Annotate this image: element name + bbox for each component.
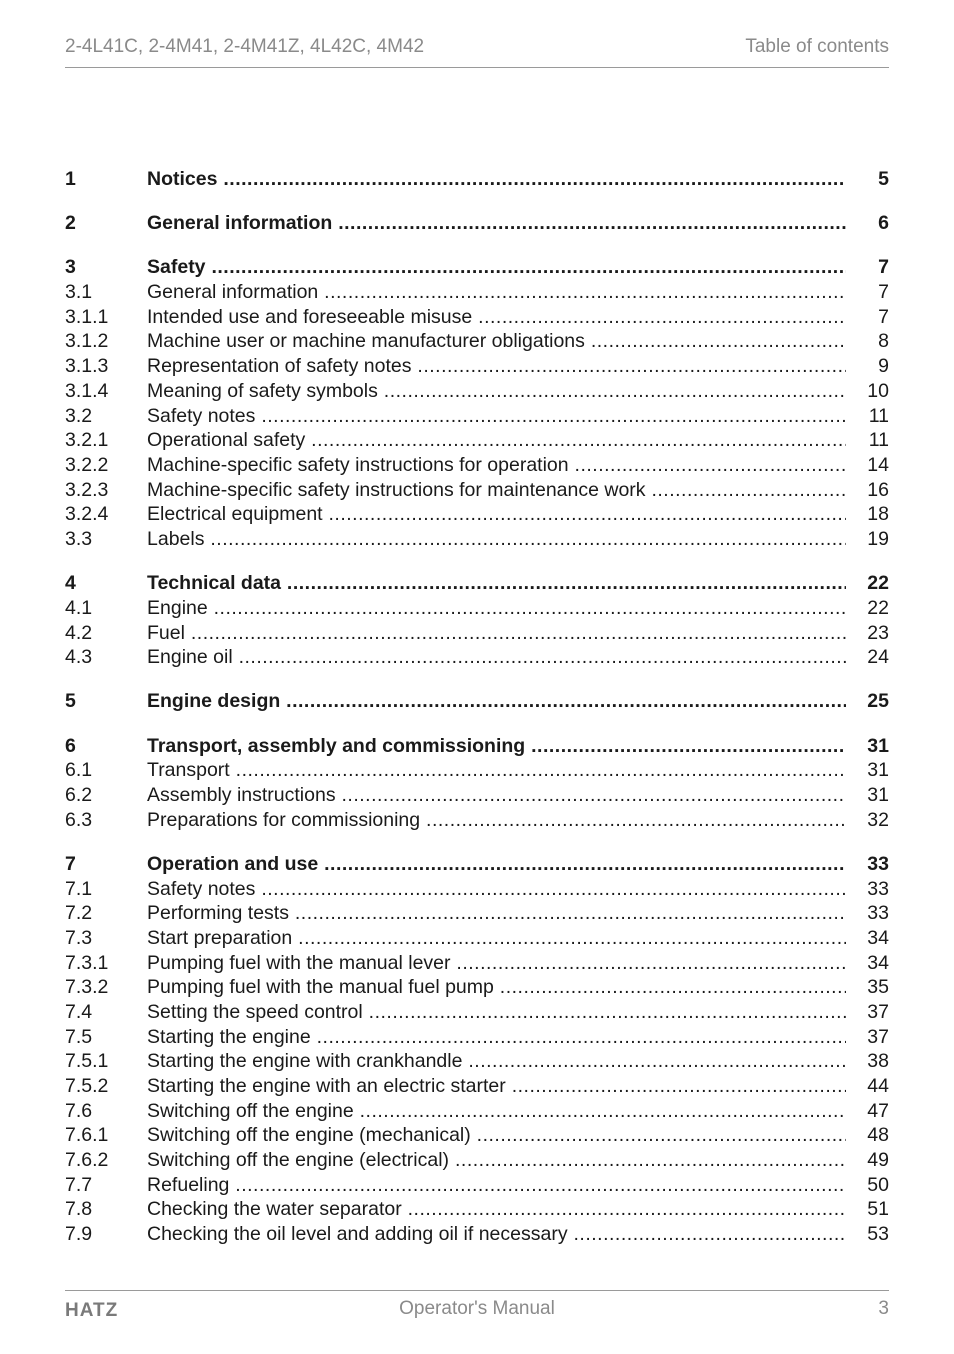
toc-entry-number: 1 <box>65 168 76 190</box>
hatz-logo: HATZ <box>65 1300 119 1321</box>
toc-entry-page: 51 <box>867 1198 889 1221</box>
toc-entry-number: 3.3 <box>65 527 93 550</box>
toc-entry-number: 3.1.3 <box>65 355 109 378</box>
toc-entry-number: 7.4 <box>65 1000 93 1023</box>
toc-entry-number: 7.2 <box>65 902 93 925</box>
toc-entry-number: 7.3.1 <box>65 951 109 974</box>
toc-entry-page: 47 <box>867 1099 889 1122</box>
toc-entry-title[interactable]: Switching off the engine (electrical) ..... <box>147 1148 846 1173</box>
toc-entry-number: 3.2.4 <box>65 503 109 526</box>
toc-entry-title[interactable]: Switching off the engine ..... <box>147 1099 846 1124</box>
toc-entry-page: 18 <box>867 503 889 526</box>
toc-entry-title[interactable]: Meaning of safety symbols ..... <box>147 379 846 404</box>
toc-entry-title[interactable]: Pumping fuel with the manual fuel pump ..... <box>147 975 846 1000</box>
toc-entry-page: 16 <box>867 478 889 501</box>
toc-entry-title[interactable]: Representation of safety notes ..... <box>147 354 846 379</box>
toc-entry-title[interactable]: Machine-specific safety instructions for maintenance work ..... <box>147 478 846 503</box>
toc-entry-title[interactable]: Preparations for commissioning ..... <box>147 808 846 833</box>
toc-entry[interactable] <box>65 1173 889 1198</box>
toc-entry-number: 4.2 <box>65 621 93 644</box>
toc-entry-title[interactable]: Electrical equipment ..... <box>147 502 846 527</box>
toc-entry-number: 6.2 <box>65 783 93 806</box>
toc-entry-page: 6 <box>878 212 889 235</box>
toc-entry-title[interactable]: Refueling ..... <box>147 1173 846 1198</box>
toc-entry-title[interactable]: Machine-specific safety instructions for operation ..... <box>147 453 846 478</box>
toc-entry-page: 48 <box>867 1124 889 1147</box>
toc-entry-page: 37 <box>867 1025 889 1048</box>
toc-entry-number: 4.1 <box>65 596 93 619</box>
toc-entry-title[interactable]: Safety notes ..... <box>147 877 846 902</box>
toc-entry[interactable] <box>65 1049 889 1074</box>
page-footer <box>65 1290 889 1331</box>
toc-entry-title[interactable]: Fuel ..... <box>147 621 846 646</box>
toc-entry[interactable] <box>65 379 889 404</box>
toc-entry-page: 33 <box>867 902 889 925</box>
toc-entry-number: 7.9 <box>65 1223 93 1246</box>
toc-entry[interactable] <box>65 478 889 503</box>
footer-document-title: Operator's Manual <box>399 1298 555 1319</box>
toc-entry-number: 4.3 <box>65 646 93 669</box>
toc-entry-number: 7.8 <box>65 1198 93 1221</box>
toc-entry[interactable] <box>65 211 889 236</box>
toc-entry[interactable] <box>65 808 889 833</box>
toc-entry[interactable] <box>65 453 889 478</box>
toc-entry[interactable] <box>65 783 889 808</box>
toc-entry-number: 3.1 <box>65 281 93 304</box>
toc-entry-title[interactable]: Safety notes ..... <box>147 404 846 429</box>
toc-entry-page: 53 <box>867 1223 889 1246</box>
toc-entry-page: 7 <box>878 305 889 328</box>
toc-entry-number: 6.1 <box>65 759 93 782</box>
page-header <box>65 36 889 68</box>
toc-entry[interactable] <box>65 901 889 926</box>
toc-entry[interactable] <box>65 502 889 527</box>
toc-entry-page: 23 <box>867 621 889 644</box>
toc-entry[interactable] <box>65 621 889 646</box>
toc-entry-page: 5 <box>878 168 889 190</box>
toc-entry-number: 3.1.4 <box>65 379 109 402</box>
toc-entry-title[interactable]: Setting the speed control ..... <box>147 1000 846 1025</box>
toc-entry-number: 7.6.2 <box>65 1149 109 1172</box>
toc-entry-page: 24 <box>867 646 889 669</box>
toc-entry-title[interactable]: Engine design ..... <box>147 689 846 714</box>
toc-entry[interactable] <box>65 975 889 1000</box>
toc-entry[interactable] <box>65 571 889 596</box>
toc-entry-title[interactable]: Intended use and foreseeable misuse ..... <box>147 305 846 330</box>
toc-entry-number: 7.5 <box>65 1025 93 1048</box>
table-of-contents <box>65 167 889 1247</box>
toc-entry-page: 10 <box>867 379 889 402</box>
toc-entry[interactable] <box>65 1222 889 1247</box>
toc-entry-page: 38 <box>867 1050 889 1073</box>
toc-entry-title[interactable]: Assembly instructions ..... <box>147 783 846 808</box>
toc-entry-title[interactable]: Transport ..... <box>147 758 846 783</box>
toc-entry-title[interactable]: Switching off the engine (mechanical) ..... <box>147 1123 846 1148</box>
toc-entry-page: 34 <box>867 951 889 974</box>
toc-entry-number: 5 <box>65 690 76 713</box>
toc-entry-title[interactable]: Starting the engine with an electric starter ..... <box>147 1074 846 1099</box>
toc-entry[interactable] <box>65 280 889 305</box>
toc-entry-number: 7 <box>65 852 76 875</box>
toc-entry[interactable] <box>65 1197 889 1222</box>
toc-entry[interactable] <box>65 689 889 714</box>
toc-entry[interactable] <box>65 527 889 552</box>
toc-entry[interactable] <box>65 1074 889 1099</box>
toc-entry-title[interactable]: Labels ..... <box>147 527 846 552</box>
toc-entry-page: 7 <box>878 256 889 279</box>
toc-entry-page: 33 <box>867 852 889 875</box>
toc-entry-title[interactable]: Notices ..... <box>147 167 846 192</box>
toc-entry-title[interactable]: Engine oil ..... <box>147 645 846 670</box>
toc-entry-page: 49 <box>867 1149 889 1172</box>
toc-entry[interactable] <box>65 354 889 379</box>
toc-entry-title[interactable]: Machine user or machine manufacturer obligations ..... <box>147 329 846 354</box>
toc-entry-title[interactable]: Checking the water separator ..... <box>147 1197 846 1222</box>
toc-entry-title[interactable]: Pumping fuel with the manual lever ..... <box>147 951 846 976</box>
toc-entry-title[interactable]: Checking the oil level and adding oil if necessary ..... <box>147 1222 846 1247</box>
toc-entry-page: 22 <box>867 572 889 595</box>
toc-entry-title[interactable]: Operational safety ..... <box>147 428 846 453</box>
header-section-title: Table of contents <box>745 36 889 57</box>
toc-entry[interactable] <box>65 167 889 192</box>
toc-entry-number: 6.3 <box>65 808 93 831</box>
toc-entry-page: 31 <box>867 759 889 782</box>
toc-entry-number: 4 <box>65 572 76 595</box>
toc-entry-page: 11 <box>868 429 889 452</box>
toc-entry-number: 3.1.2 <box>65 330 109 353</box>
toc-entry-number: 7.6 <box>65 1099 93 1122</box>
toc-entry-title[interactable]: Performing tests ..... <box>147 901 846 926</box>
toc-entry-page: 34 <box>867 926 889 949</box>
toc-entry-page: 25 <box>867 690 889 713</box>
toc-entry-page: 32 <box>867 808 889 831</box>
toc-entry[interactable] <box>65 852 889 877</box>
header-model-list: 2-4L41C, 2-4M41, 2-4M41Z, 4L42C, 4M42 <box>65 36 425 57</box>
toc-entry-number: 7.3 <box>65 926 93 949</box>
toc-entry-page: 31 <box>867 783 889 806</box>
toc-entry[interactable] <box>65 1025 889 1050</box>
toc-entry-page: 9 <box>878 355 889 378</box>
toc-entry-number: 6 <box>65 734 76 757</box>
toc-entry-page: 11 <box>868 404 889 427</box>
toc-entry[interactable] <box>65 951 889 976</box>
toc-entry-title[interactable]: Starting the engine ..... <box>147 1025 846 1050</box>
toc-entry[interactable] <box>65 1148 889 1173</box>
toc-entry-page: 19 <box>867 527 889 550</box>
toc-entry-number: 7.5.2 <box>65 1075 109 1097</box>
toc-entry[interactable] <box>65 926 889 951</box>
toc-entry-title[interactable]: General information ..... <box>147 280 846 305</box>
toc-entry-title[interactable]: Start preparation ..... <box>147 926 846 951</box>
toc-entry-page: 44 <box>867 1075 889 1097</box>
toc-entry-page: 14 <box>867 453 889 476</box>
toc-entry[interactable] <box>65 404 889 429</box>
toc-entry-title[interactable]: Technical data ..... <box>147 571 846 596</box>
toc-entry[interactable] <box>65 305 889 330</box>
toc-entry[interactable] <box>65 1123 889 1148</box>
toc-entry-number: 3.2.3 <box>65 478 109 501</box>
toc-entry[interactable] <box>65 645 889 670</box>
toc-entry-title[interactable]: General information ..... <box>147 211 846 236</box>
toc-entry-number: 3 <box>65 256 76 279</box>
toc-entry-page: 31 <box>867 734 889 757</box>
toc-entry-number: 3.2.2 <box>65 453 109 476</box>
toc-entry-number: 7.1 <box>65 877 93 900</box>
toc-entry-page: 33 <box>867 877 889 900</box>
toc-entry-title[interactable]: Safety ..... <box>147 255 846 280</box>
toc-entry-number: 7.3.2 <box>65 976 109 999</box>
toc-entry-number: 3.1.1 <box>65 305 109 328</box>
toc-entry[interactable] <box>65 255 889 280</box>
toc-entry-title[interactable]: Starting the engine with crankhandle ..... <box>147 1049 846 1074</box>
toc-entry-number: 7.6.1 <box>65 1124 109 1147</box>
toc-entry-title[interactable]: Operation and use ..... <box>147 852 846 877</box>
page-number: 3 <box>878 1298 889 1319</box>
toc-entry[interactable] <box>65 329 889 354</box>
toc-entry-page: 22 <box>867 596 889 619</box>
toc-entry-title[interactable]: Transport, assembly and commissioning ..... <box>147 734 846 759</box>
toc-entry-number: 3.2 <box>65 404 93 427</box>
toc-entry-title[interactable]: Engine ..... <box>147 596 846 621</box>
toc-entry[interactable] <box>65 734 889 759</box>
toc-entry[interactable] <box>65 428 889 453</box>
toc-entry[interactable] <box>65 1000 889 1025</box>
toc-entry-page: 35 <box>867 976 889 999</box>
toc-entry-number: 2 <box>65 212 76 235</box>
toc-entry-page: 37 <box>867 1000 889 1023</box>
toc-entry-number: 7.7 <box>65 1173 93 1196</box>
toc-entry[interactable] <box>65 1099 889 1124</box>
toc-entry-number: 7.5.1 <box>65 1050 109 1073</box>
toc-entry[interactable] <box>65 596 889 621</box>
toc-entry[interactable] <box>65 758 889 783</box>
toc-entry-page: 7 <box>878 281 889 304</box>
toc-entry-page: 50 <box>867 1173 889 1196</box>
toc-entry[interactable] <box>65 877 889 902</box>
toc-entry-number: 3.2.1 <box>65 429 109 452</box>
toc-entry-page: 8 <box>878 330 889 353</box>
